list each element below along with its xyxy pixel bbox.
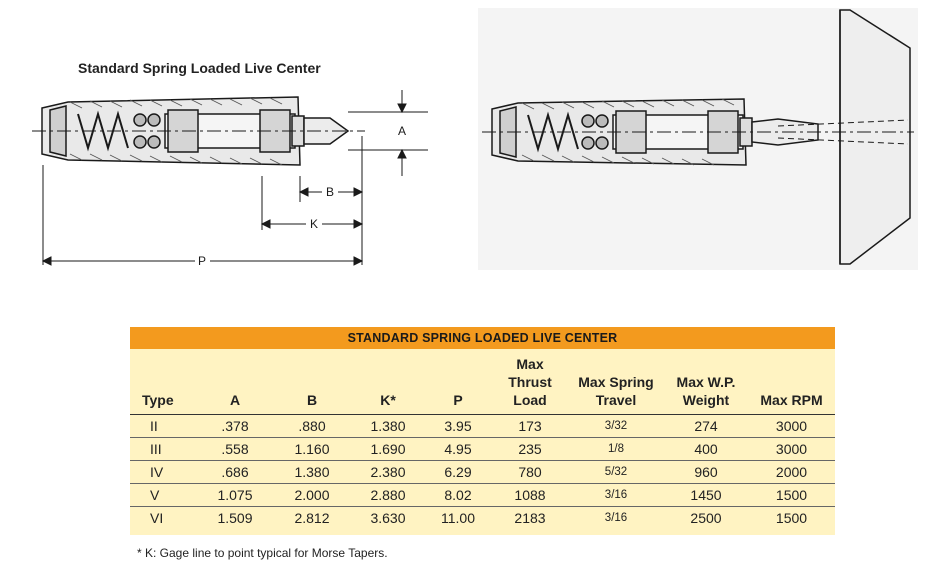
footnote: * K: Gage line to point typical for Morse Tapers.	[137, 546, 388, 560]
cell-max-thrust-load: 173	[492, 415, 568, 438]
cell-max-thrust-load: 2183	[514, 510, 546, 526]
cell-p: 3.95	[424, 415, 492, 438]
dim-label-p: P	[197, 254, 207, 268]
table-title: STANDARD SPRING LOADED LIVE CENTER	[130, 327, 835, 349]
cell-max-thrust-load: 780	[492, 461, 568, 484]
cell-max-wp-weight: 400	[664, 438, 748, 461]
table-row	[130, 461, 835, 484]
cell-a: .686	[198, 461, 272, 484]
header-k: K*	[352, 349, 424, 415]
cell-max-spring-travel: 5/32	[568, 461, 664, 484]
cell-max-wp-weight: 2500	[690, 510, 722, 526]
header-p: P	[424, 349, 492, 415]
specification-table	[130, 327, 835, 535]
cell-max-wp-weight: 1450	[664, 484, 748, 507]
header-max-spring-travel: Max Spring Travel	[568, 349, 664, 415]
dim-label-a: A	[397, 124, 407, 138]
bell-head-center-drawing	[478, 8, 918, 270]
dim-label-b: B	[325, 185, 335, 199]
standard-center-drawing	[30, 80, 450, 275]
cell-max-wp-weight: 960	[664, 461, 748, 484]
cell-p: 6.29	[424, 461, 492, 484]
table-row	[130, 415, 835, 438]
cell-max-rpm: 3000	[748, 415, 835, 438]
cell-b: .880	[272, 415, 352, 438]
cell-max-spring-travel: 3/32	[568, 415, 664, 438]
cell-p: 11.00	[441, 510, 475, 526]
table-body	[130, 349, 835, 535]
cell-k: 1.690	[352, 438, 424, 461]
cell-type: VI	[150, 510, 164, 526]
cell-a: 1.509	[217, 510, 253, 526]
cell-k: 2.380	[352, 461, 424, 484]
cell-max-rpm: 1500	[775, 510, 808, 526]
cell-max-wp-weight: 274	[664, 415, 748, 438]
cell-type: III	[130, 438, 198, 461]
cell-max-thrust-load: 1088	[492, 484, 568, 507]
cell-max-rpm: 1500	[748, 484, 835, 507]
table-row	[130, 438, 835, 461]
cell-b: 2.000	[272, 484, 352, 507]
dim-label-k: K	[309, 217, 319, 231]
cell-type: V	[130, 484, 198, 507]
cell-k: 1.380	[352, 415, 424, 438]
cell-b: 1.380	[272, 461, 352, 484]
cell-a: 1.075	[198, 484, 272, 507]
standard-center-caption: Standard Spring Loaded Live Center	[78, 60, 321, 76]
cell-p: 8.02	[424, 484, 492, 507]
cell-k: 2.880	[352, 484, 424, 507]
cell-type: II	[130, 415, 198, 438]
cell-type: IV	[130, 461, 198, 484]
cell-p: 4.95	[424, 438, 492, 461]
cell-a: .378	[198, 415, 272, 438]
cell-max-rpm: 2000	[748, 461, 835, 484]
table-row	[130, 507, 835, 530]
header-type: Type	[130, 349, 198, 415]
header-b: B	[272, 349, 352, 415]
cell-max-thrust-load: 235	[492, 438, 568, 461]
header-row	[130, 349, 835, 415]
cell-b: 1.160	[272, 438, 352, 461]
table-row	[130, 484, 835, 507]
cell-a: .558	[198, 438, 272, 461]
cell-k: 3.630	[370, 510, 406, 526]
header-a: A	[198, 349, 272, 415]
cell-max-rpm: 3000	[748, 438, 835, 461]
header-max-rpm: Max RPM	[748, 349, 835, 415]
cell-max-spring-travel: 1/8	[568, 438, 664, 461]
spec-table	[130, 349, 835, 529]
header-max-thrust-load: Max Thrust Load	[492, 349, 568, 415]
header-max-wp-weight: Max W.P. Weight	[664, 349, 748, 415]
cell-b: 2.812	[294, 510, 330, 526]
cell-max-spring-travel: 3/16	[568, 484, 664, 507]
cell-max-spring-travel: 3/16	[604, 512, 628, 524]
